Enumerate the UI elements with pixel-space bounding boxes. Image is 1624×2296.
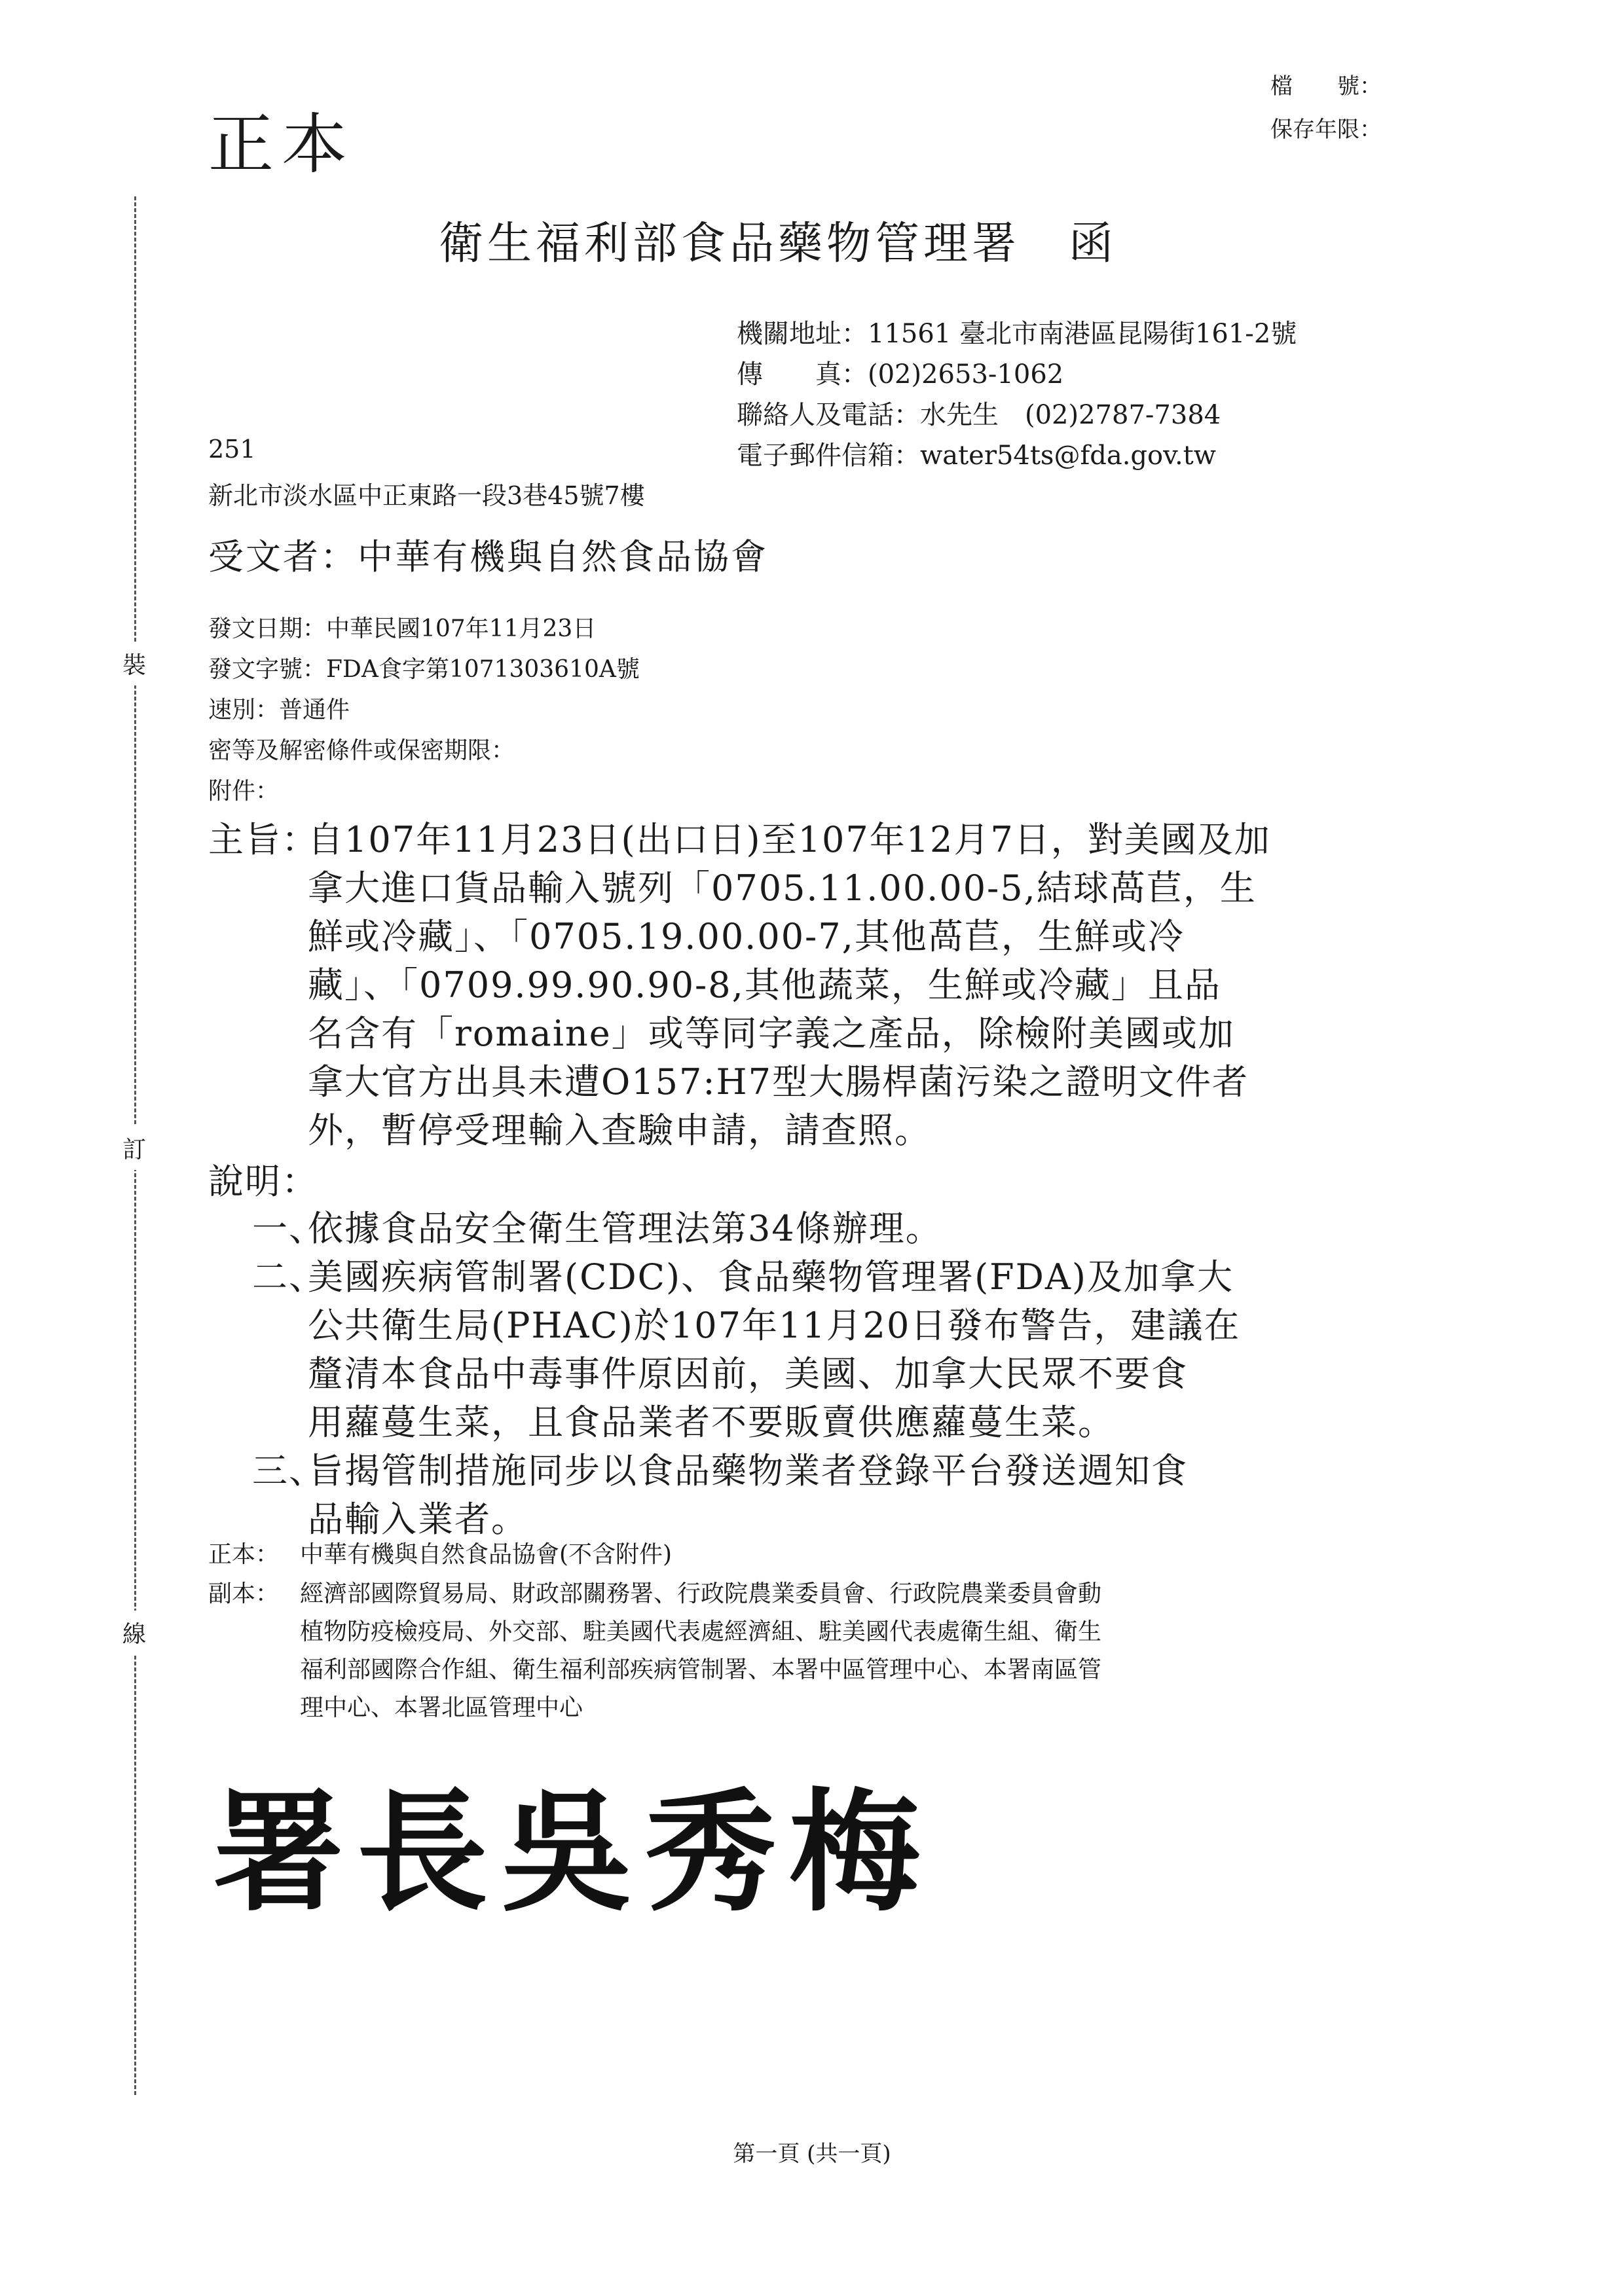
original-recipient-label: 正本：: [208, 1541, 280, 1568]
recipient-postal-code: 251: [208, 435, 256, 464]
subject-line: 自107年11月23日(出口日)至107年12月7日，對美國及加: [308, 819, 1271, 860]
original-recipient: 中華有機與自然食品協會(不含附件): [300, 1541, 673, 1568]
explanation-item-line: 依據食品安全衛生管理法第34條辦理。: [308, 1208, 942, 1249]
explanation-item-line: 品輸入業者。: [308, 1499, 528, 1540]
director-signature: 署長吳秀梅: [213, 1776, 934, 1929]
explanation-item-number: 二、: [252, 1256, 325, 1298]
subject-line: 名含有「romaine」或等同字義之產品，除檢附美國或加: [308, 1013, 1235, 1054]
subject-line: 拿大官方出具未遭O157:H7型大腸桿菌污染之證明文件者: [308, 1061, 1249, 1102]
explanation-item-number: 三、: [252, 1450, 325, 1491]
original-copy-stamp: 正本: [208, 106, 355, 183]
attachment-field: 附件：: [208, 778, 280, 805]
binding-mark-zhuang: 裝: [118, 642, 151, 685]
copy-recipients-line: 理中心、本署北區管理中心: [300, 1694, 583, 1721]
copy-recipients-line: 福利部國際合作組、衛生福利部疾病管制署、本署中區管理中心、本署南區管: [300, 1656, 1102, 1683]
copy-recipients-label: 副本：: [208, 1580, 280, 1607]
recipient-address: 新北市淡水區中正東路一段3巷45號7樓: [208, 481, 645, 510]
copy-recipients-line: 植物防疫檢疫局、外交部、駐美國代表處經濟組、駐美國代表處衛生組、衛生: [300, 1618, 1102, 1645]
issue-date: 發文日期：中華民國107年11月23日: [208, 615, 597, 642]
binding-mark-ding: 訂: [118, 1126, 151, 1170]
copy-recipients-line: 經濟部國際貿易局、財政部關務署、行政院農業委員會、行政院農業委員會動: [300, 1580, 1102, 1607]
explanation-item-line: 釐清本食品中毒事件原因前，美國、加拿大民眾不要食: [308, 1353, 1188, 1394]
explanation-item-line: 公共衛生局(PHAC)於107年11月20日發布警告，建議在: [308, 1305, 1241, 1346]
subject-line: 藏」、「0709.99.90.90-8,其他蔬菜，生鮮或冷藏」且品: [308, 964, 1221, 1006]
contact-person: 聯絡人及電話：水先生 (02)2787-7384: [737, 400, 1221, 430]
explanation-item-line: 用蘿蔓生菜，且食品業者不要販賣供應蘿蔓生菜。: [308, 1402, 1115, 1443]
explanation-item-number: 一、: [252, 1208, 325, 1249]
subject-label: 主旨：: [208, 819, 318, 860]
explanation-item-line: 美國疾病管制署(CDC)、食品藥物管理署(FDA)及加拿大: [308, 1256, 1234, 1298]
recipient: 受文者：中華有機與自然食品協會: [208, 536, 768, 577]
subject-line: 鮮或冷藏」、「0705.19.00.00-7,其他萵苣，生鮮或冷: [308, 916, 1185, 957]
archive-number-field: 檔 號：: [1270, 73, 1382, 100]
page-footer: 第一頁 (共一頁): [733, 2141, 891, 2167]
agency-title: 衛生福利部食品藥物管理署 函: [439, 218, 1118, 270]
contact-address: 機關地址：11561 臺北市南港區昆陽街161-2號: [737, 319, 1297, 349]
archive-retention-field: 保存年限：: [1270, 117, 1382, 143]
contact-fax: 傳 真：(02)2653-1062: [737, 359, 1064, 390]
contact-email: 電子郵件信箱：water54ts@fda.gov.tw: [737, 441, 1216, 471]
document-number: 發文字號：FDA食字第1071303610A號: [208, 656, 640, 683]
security-level: 密等及解密條件或保密期限：: [208, 737, 515, 764]
subject-line: 拿大進口貨品輸入號列「0705.11.00.00-5,結球萵苣，生: [308, 867, 1257, 909]
delivery-speed: 速別：普通件: [208, 697, 350, 723]
subject-line: 外，暫停受理輸入查驗申請，請查照。: [308, 1110, 931, 1151]
binding-mark-xian: 線: [118, 1611, 151, 1654]
explanation-item-line: 旨揭管制措施同步以食品藥物業者登錄平台發送週知食: [308, 1450, 1188, 1491]
explanation-label: 說明：: [208, 1161, 318, 1202]
